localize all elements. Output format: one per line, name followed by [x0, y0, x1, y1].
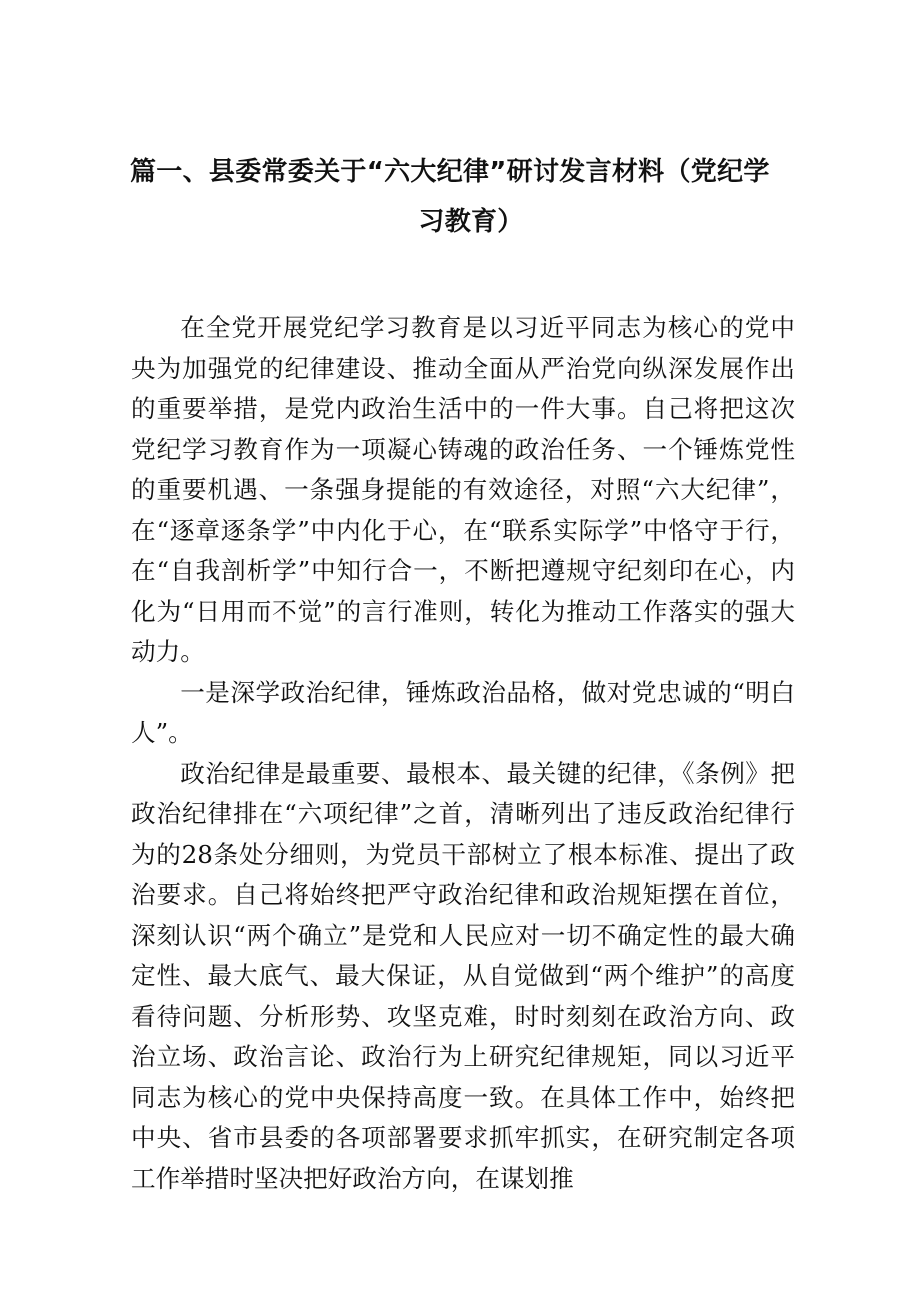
paragraph-political-discipline: 政治纪律是最重要、最根本、最关键的纪律，《条例》把政治纪律排在“六项纪律”之首，清晰列出了违反政治纪律行为的28条处分细则，为党员干部树立了根本标准、提出了政治要求。自己将始终把严守政治纪律和政治规矩摆在首位，深刻认识“两个确立”是党和人民应对一切不确定性的最大确定性、最大底气、最大保证，从自觉做到“两个维护”的高度看待问题、分析形势、攻坚克难，时时刻刻在政治方向、政治立场、政治言论、政治行为上研究纪律规矩，同以习近平同志为核心的党中央保持高度一致。在具体工作中，始终把中央、省市县委的各项部署要求抓牢抓实，在研究制定各项工作举措时坚决把好政治方向，在谋划推	[131, 758, 795, 1193]
paragraph-intro: 在全党开展党纪学习教育是以习近平同志为核心的党中央为加强党的纪律建设、推动全面从严治党向纵深发展作出的重要举措，是党内政治生活中的一件大事。自己将把这次党纪学习教育作为一项凝心铸魂的政治任务、一个锤炼党性的重要机遇、一条强身提能的有效途径，对照“六大纪律”，在“逐章逐条学”中内化于心，在“联系实际学”中恪守于行，在“自我剖析学”中知行合一，不断把遵规守纪刻印在心，内化为“日用而不觉”的言行准则，转化为推动工作落实的强大动力。	[131, 313, 795, 666]
document-title	[130, 147, 770, 247]
document-body	[131, 308, 795, 1199]
title-line-2: 习教育）	[418, 207, 524, 237]
paragraph-heading-one: 一是深学政治纪律，锤炼政治品格，做对党忠诚的“明白人”。	[131, 677, 795, 747]
title-line-1: 篇一、县委常委关于“六大纪律”研讨发言材料（党纪学	[130, 157, 770, 187]
